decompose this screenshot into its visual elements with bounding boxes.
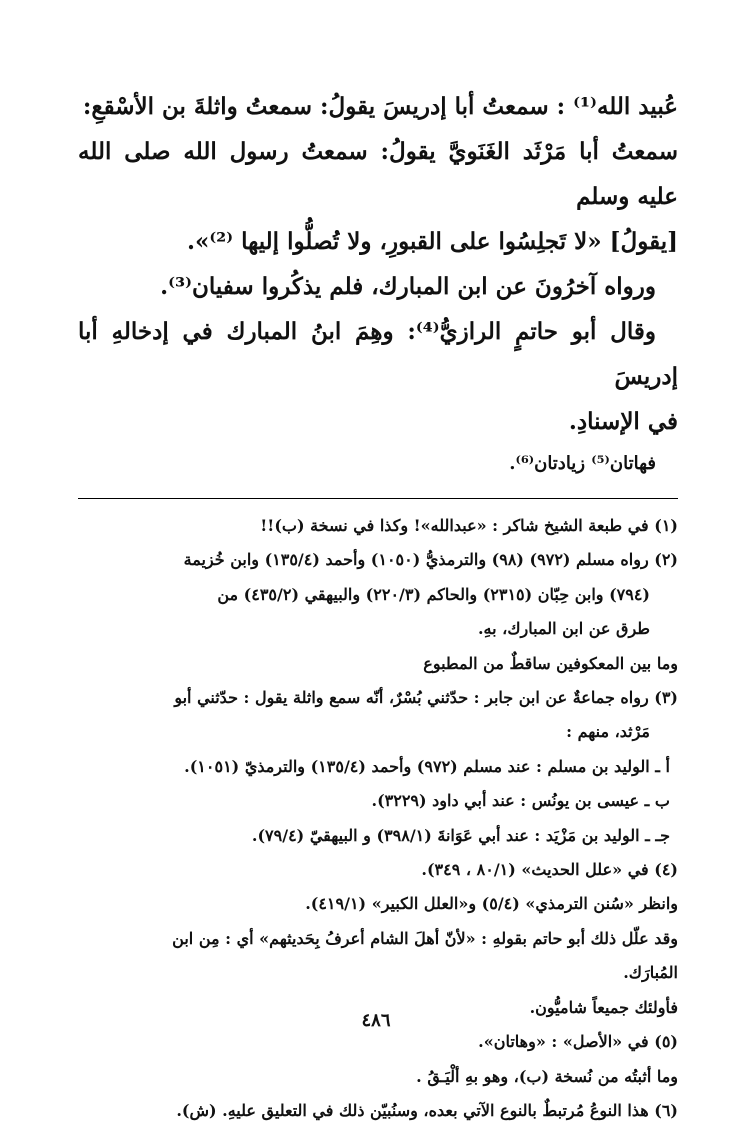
footnote-line: مَرْثد، منهم : <box>566 722 650 742</box>
footnote-line: (٦) هذا النوعُ مُرتبطٌ بالنوع الآتي بعده، وسنُبيّن ذلك في التعليق عليهِ. (ش). <box>176 1100 678 1120</box>
footnote-line: (١) في طبعة الشيخ شاكر : «عبدالله»! وكذا في نسخة (ب)!! <box>260 516 678 535</box>
footnote-line: وما أثبتُه من نُسخة (ب)، وهو بهِ ألْيَـقُ . <box>416 1066 678 1086</box>
footnote-line: وما بين المعكوفين ساقطٌ من المطبوع <box>423 653 678 673</box>
footnote-line: ب ـ عيسى بن يونُس : عند أبي داود (٣٢٢٩). <box>371 791 670 811</box>
footnote-line: جـ ـ الوليد بن مَزْيَد : عند أبي عَوَانةَ (٣٩٨/١) و البيهقيّ (٧٩/٤). <box>251 825 670 845</box>
main-line: وقال أبو حاتمٍ الرازيُّ⁽⁴⁾: وهِمَ ابنُ المبارك في إدخالهِ أبا إدريسَ <box>78 318 678 390</box>
footnote-line: فأولئك جميعاً شاميُّون. <box>529 997 678 1017</box>
footnote-line: وقد علّل ذلك أبو حاتم بقولهِ : «لأنّ أهلَ الشام أعرفُ بِحَديثهم» أي : مِن ابن <box>172 928 678 948</box>
footnote-line: (٤) في «علل الحديث» (٨٠/١ ، ٣٤٩). <box>421 860 678 880</box>
footnote-line: طرق عن ابن المبارك، بهِ. <box>477 619 650 639</box>
main-line: ورواه آخرُونَ عن ابن المبارك، فلم يذكُروا سفيان⁽³⁾. <box>160 273 656 300</box>
footnote-line: (٢) رواه مسلم (٩٧٢) (٩٨) والترمذيُّ (١٠٥٠) وأحمد (١٣٥/٤) وابن خُزيمة <box>183 550 678 570</box>
footnote-line: (٣) رواه جماعةٌ عن ابن جابر : حدّثني بُسْرٌ، أنّه سمع واثلة يقول : حدّثني أبو <box>174 688 678 708</box>
main-line: عُبيد الله⁽¹⁾ : سمعتُ أبا إدريسَ يقولُ: سمعتُ واثلةَ بن الأسْقعِ: <box>82 93 678 120</box>
footnote-line: أ ـ الوليد بن مسلم : عند مسلم (٩٧٢) وأحمد (١٣٥/٤) والترمذيّ (١٠٥١). <box>184 756 670 776</box>
main-line: سمعتُ أبا مَرْثَد الغَنَويَّ يقولُ: سمعتُ رسول الله صلى الله عليه وسلم <box>78 138 678 210</box>
footnote-line: (٧٩٤) وابن حِبّان (٢٣١٥) والحاكم (٢٢٠/٣) والبيهقي (٤٣٥/٢) من <box>217 584 650 604</box>
footnote-line: (٥) في «الأصل» : «وهاتان». <box>478 1032 678 1052</box>
main-line: فهاتان⁽⁵⁾ زيادتان⁽⁶⁾. <box>509 453 656 474</box>
main-line: في الإسنادِ. <box>568 408 678 435</box>
main-line: [يقولُ] «لا تَجلِسُوا على القبورِ، ولا تُصلُّوا إليها ⁽²⁾». <box>186 228 678 255</box>
footnote-line: وانظر «سُنن الترمذي» (٥/٤) و«العلل الكبير» (٤١٩/١). <box>305 894 678 914</box>
page-number: ٤٨٦ <box>361 1010 391 1031</box>
footnote-line: المُبارَك. <box>623 963 678 983</box>
book-page <box>78 84 678 1128</box>
main-text <box>78 84 678 484</box>
footnotes <box>78 509 678 1128</box>
footnote-separator <box>78 498 678 499</box>
